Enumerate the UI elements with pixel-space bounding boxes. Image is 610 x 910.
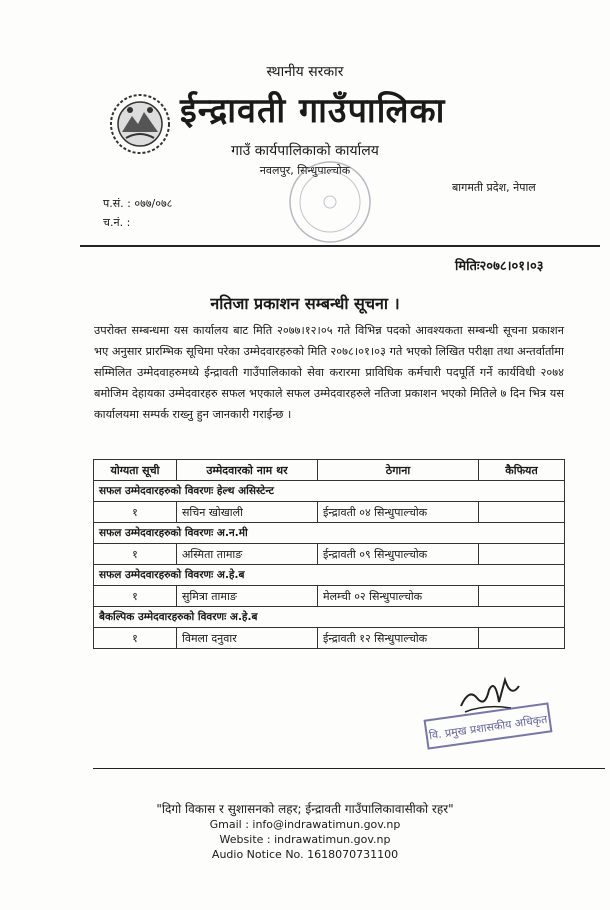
province-label: बागमती प्रदेश, नेपाल xyxy=(452,181,536,194)
address-cell: ईन्द्रावती ०९ सिन्धुपाल्चोक xyxy=(318,544,479,565)
address-cell: मेलम्ची ०२ सिन्धुपाल्चोक xyxy=(318,586,479,607)
name-cell: सुमित्रा तामाङ xyxy=(177,586,318,607)
stamp-text: वि. प्रमुख प्रशासकीय अधिकृत xyxy=(428,712,549,743)
name-cell: सचिन खोखाली xyxy=(177,502,318,523)
section-title: सफल उम्मेदवारहरुको विवरणः अ.न.मी xyxy=(94,523,565,544)
local-government-label: स्थानीय सरकार xyxy=(266,64,344,80)
section-title: सफल उम्मेदवारहरुको विवरणः अ.हे.ब xyxy=(94,565,565,586)
name-cell: अस्मिता तामाङ xyxy=(177,544,318,565)
section-row xyxy=(94,607,565,628)
remarks-cell xyxy=(479,544,565,565)
footer-motto: "दिगो विकास र सुशासनको लहर; ईन्द्रावती गाउँपालिकावासीको रहर" xyxy=(156,802,454,816)
address-cell: ईन्द्रावती १२ सिन्धुपाल्चोक xyxy=(318,628,479,649)
notice-date: मितिः२०७८।०१।०३ xyxy=(455,259,544,274)
table-header-row xyxy=(94,460,565,481)
section-title: बैकल्पिक उम्मेदवारहरुको विवरणः अ.हे.ब xyxy=(94,607,565,628)
rank-cell: १ xyxy=(94,502,177,523)
rank-cell: १ xyxy=(94,628,177,649)
notice-title: नतिजा प्रकाशन सम्बन्धी सूचना । xyxy=(210,294,400,313)
dispatch-number: च.नं. : xyxy=(103,216,131,229)
office-name: गाउँ कार्यपालिकाको कार्यालय xyxy=(231,143,379,159)
table-row xyxy=(94,586,565,607)
table-row xyxy=(94,544,565,565)
col-remarks-header: कैफियत xyxy=(479,460,565,481)
remarks-cell xyxy=(479,586,565,607)
municipality-name: ईन्द्रावती गाउँपालिका xyxy=(180,91,446,131)
round-stamp-icon xyxy=(284,156,376,248)
rank-cell: १ xyxy=(94,544,177,565)
office-address: नवलपुर, सिन्धुपाल्चोक xyxy=(259,164,351,177)
footer-divider xyxy=(93,768,605,769)
remarks-cell xyxy=(479,628,565,649)
table-row xyxy=(94,628,565,649)
results-table xyxy=(93,459,565,649)
table-row xyxy=(94,502,565,523)
address-cell: ईन्द्रावती ०४ सिन्धुपाल्चोक xyxy=(318,502,479,523)
section-title: सफल उम्मेदवारहरुको विवरणः हेल्थ असिस्टेन्ट xyxy=(94,481,565,502)
notice-body: उपरोक्त सम्बन्धमा यस कार्यालय बाट मिति २०७७।१२।०५ गते विभिन्न पदको आवश्यकता सम्बन्धी सूचना प्रकाशन भए अनुसार प्रारम्भिक सूचिमा परेका उम्मेदवारहरुको मिति २०७८।०१।०३ गते भएको लिखित परीक्षा तथा अन्तर्वार्तामा सम्मिलित उम्मेदवाहरुमध्ये ईन्द्रावती गाउँपालिकाको सेवा करारमा प्राविधिक कर्मचारी पदपूर्ति गर्ने कार्यविधी २०७४ बमोजिम देहायका उम्मेदवारहरु सफल भएकाले सफल उम्मेदवारहरुले नतिजा प्रकाशन भएको मितिले ७ दिन भित्र यस कार्यालयमा सम्पर्क राख्नु हुन जानकारी गराईन्छ । xyxy=(94,324,564,421)
reference-number: प.सं. : ०७७/०७८ xyxy=(103,197,173,210)
footer-gmail: Gmail : info@indrawatimun.gov.np xyxy=(209,818,401,831)
section-row xyxy=(94,481,565,502)
col-address-header: ठेगाना xyxy=(318,460,479,481)
name-cell: विमला दनुवार xyxy=(177,628,318,649)
footer-audio-notice: Audio Notice No. 1618070731100 xyxy=(211,848,399,861)
col-name-header: उम्मेदवारको नाम थर xyxy=(177,460,318,481)
section-row xyxy=(94,523,565,544)
header-divider xyxy=(80,245,600,247)
col-rank-header: योग्यता सूची xyxy=(94,460,177,481)
footer-website: Website : indrawatimun.gov.np xyxy=(219,833,391,846)
rank-cell: १ xyxy=(94,586,177,607)
remarks-cell xyxy=(479,502,565,523)
office-stamp-icon xyxy=(422,698,554,754)
section-row xyxy=(94,565,565,586)
